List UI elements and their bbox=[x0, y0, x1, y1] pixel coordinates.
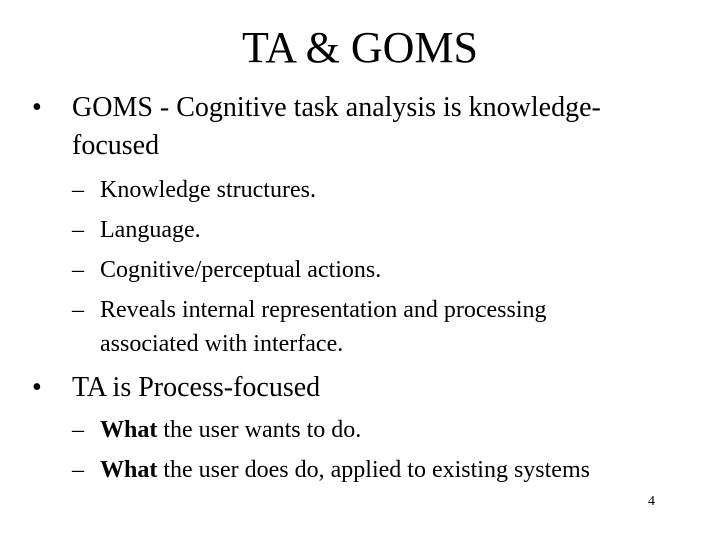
sub-bullet-text bbox=[100, 454, 690, 486]
page-number: 4 bbox=[648, 494, 655, 509]
bullet-text-line2: focused bbox=[72, 130, 160, 161]
emphasis-what: What bbox=[100, 417, 158, 443]
bullet-marker: • bbox=[32, 92, 42, 123]
sub-bullet-marker: – bbox=[72, 457, 84, 483]
bullet-marker: • bbox=[32, 372, 42, 403]
bullet-text-line1: GOMS - Cognitive task analysis is knowledge- bbox=[72, 92, 601, 123]
sub-bullet-marker: – bbox=[72, 297, 84, 323]
sub-bullet-text-line1: Reveals internal representation and processing bbox=[100, 297, 547, 323]
sub-bullet-text: Language. bbox=[100, 217, 201, 243]
sub-bullet-marker: – bbox=[72, 177, 84, 203]
slide-title: TA & GOMS bbox=[241, 23, 479, 72]
sub-bullet-text: Knowledge structures. bbox=[100, 177, 316, 203]
sub-bullet-marker: – bbox=[72, 217, 84, 243]
sub-bullet-text: Cognitive/perceptual actions. bbox=[100, 257, 382, 283]
emphasis-what: What bbox=[100, 457, 158, 483]
sub-bullet-rest: the user does do, applied to existing systems bbox=[157, 457, 590, 483]
sub-bullet-rest: the user wants to do. bbox=[157, 417, 362, 443]
sub-bullet-marker: – bbox=[72, 417, 84, 443]
bullet-text: TA is Process-focused bbox=[72, 372, 321, 403]
sub-bullet-text-line2: associated with interface. bbox=[100, 331, 344, 357]
sub-bullet-text bbox=[100, 414, 690, 446]
sub-bullet-marker: – bbox=[72, 257, 84, 283]
